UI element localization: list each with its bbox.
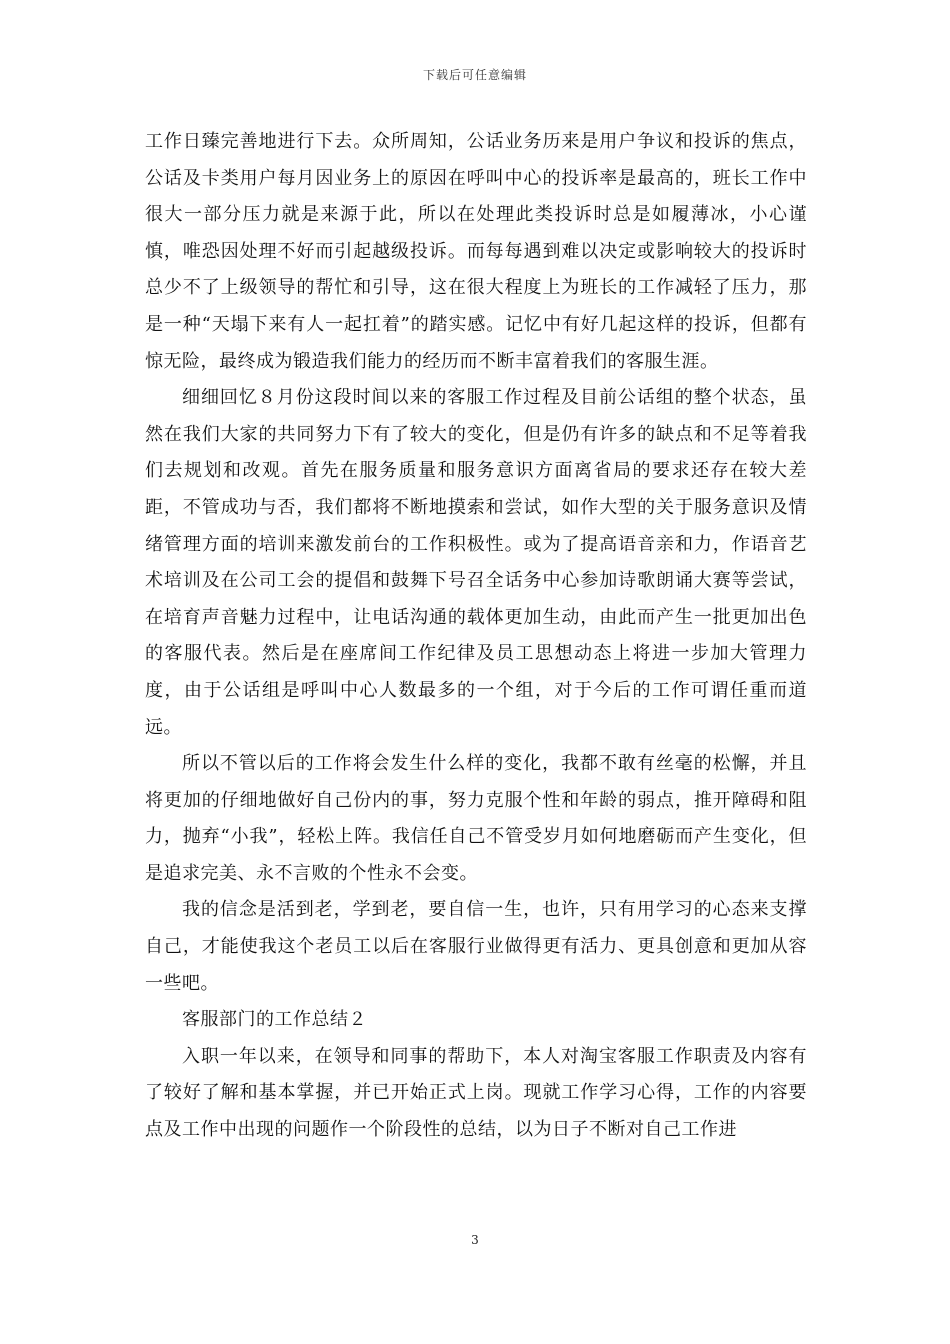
page-number: 3 xyxy=(471,1233,479,1247)
paragraph-4: 我的信念是活到老，学到老，要自信一生，也许，只有用学习的心态来支撑自己，才能使我这个老员工以后在客服行业做得更有活力、更具创意和更加从容一些吧。 xyxy=(145,899,807,994)
paragraph-5: 入职一年以来，在领导和同事的帮助下，本人对淘宝客服工作职责及内容有了较好了解和基本掌握，并已开始正式上岗。现就工作学习心得，工作的内容要点及工作中出现的问题作一个阶段性的总结，以为日子不断对自己工作进 xyxy=(145,1045,807,1141)
paragraph-3: 所以不管以后的工作将会发生什么样的变化，我都不敢有丝毫的松懈，并且将更加的仔细地做好自己份内的事，努力克服个性和年龄的弱点，推开障碍和阻力，抛弃“小我”，轻松上阵。我信任自己不管受岁月如何地磨砺而产生变化，但是追求完美、永不言败的个性永不会变。 xyxy=(145,753,807,884)
section-heading: 客服部门的工作总结２ xyxy=(182,1009,367,1031)
page-header-note: 下载后可任意编辑 xyxy=(422,68,527,82)
paragraph-2: 细细回忆８月份这段时间以来的客服工作过程及目前公话组的整个状态，虽然在我们大家的共同努力下有了较大的变化，但是仍有许多的缺点和不足等着我们去规划和改观。首先在服务质量和服务意识方面离省局的要求还存在较大差距，不管成功与否，我们都将不断地摸索和尝试，如作大型的关于服务意识及情绪管理方面的培训来激发前台的工作积极性。或为了提高语音亲和力，作语音艺术培训及在公司工会的提倡和鼓舞下号召全话务中心参加诗歌朗诵大赛等尝试，在培育声音魅力过程中，让电话沟通的载体更加生动，由此而产生一批更加出色的客服代表。然后是在座席间工作纪律及员工思想动态上将进一步加大管理力度，由于公话组是呼叫中心人数最多的一个组，对于今后的工作可谓任重而道远。 xyxy=(145,387,807,738)
document-body xyxy=(145,124,807,1149)
paragraph-1: 工作日臻完善地进行下去。众所周知，公话业务历来是用户争议和投诉的焦点，公话及卡类用户每月因业务上的原因在呼叫中心的投诉率是最高的，班长工作中很大一部分压力就是来源于此，所以在处理此类投诉时总是如履薄冰，小心谨慎，唯恐因处理不好而引起越级投诉。而每每遇到难以决定或影响较大的投诉时总少不了上级领导的帮忙和引导，这在很大程度上为班长的工作减轻了压力，那是一种“天塌下来有人一起扛着”的踏实感。记忆中有好几起这样的投诉，但都有惊无险，最终成为锻造我们能力的经历而不断丰富着我们的客服生涯。 xyxy=(145,131,807,372)
